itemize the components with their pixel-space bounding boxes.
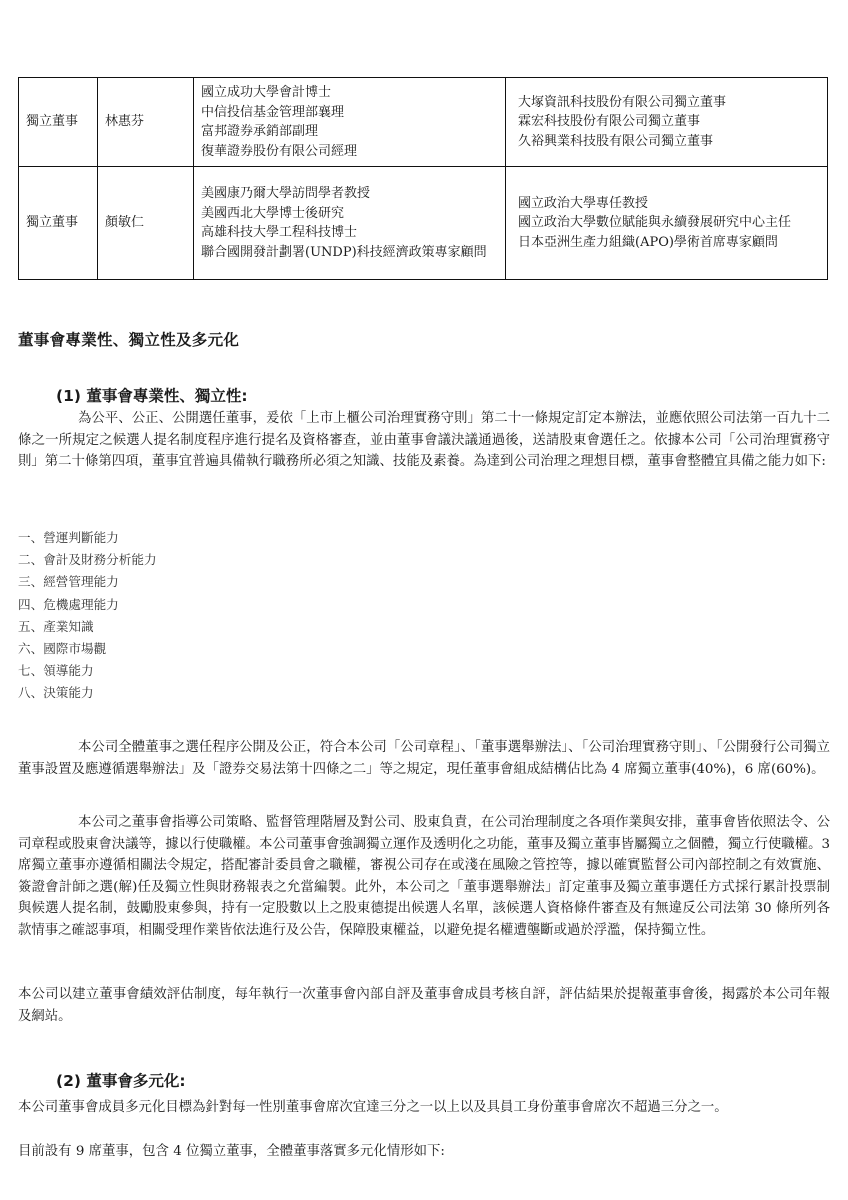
subsection-heading-independence: (1) 董事會專業性、獨立性: — [56, 387, 248, 405]
experience-item: 美國西北大學博士後研究 — [201, 205, 345, 221]
experience-item: 中信投信基金管理部襄理 — [201, 104, 345, 120]
paragraph-election-compliance: 本公司全體董事之選任程序公開及公正，符合本公司「公司章程」、「董事選舉辦法」、「公司治理實務守則」、「公開發行公司獨立董事設置及應遵循選舉辦法」及「證券交易法第十四條之二」等之規定，現任董事會組成結構佔比為 4 席獨立董事(40%)，6 席(60%)。 — [18, 740, 830, 777]
experience-item: 國立成功大學會計博士 — [201, 85, 332, 100]
paragraph-performance-evaluation: 本公司以建立董事會績效評估制度，每年執行一次董事會內部自評及董事會成員考核自評，評估結果於提報董事會後，揭露於本公司年報及網站。 — [18, 987, 830, 1024]
directors-table — [18, 77, 828, 280]
table-row — [19, 78, 828, 167]
experience-item: 美國康乃爾大學訪問學者教授 — [201, 186, 371, 201]
current-position-item: 日本亞洲生產力組織(APO)學術首席專家顧問 — [518, 234, 778, 250]
director-name-cell: 顏敏仁 — [98, 167, 194, 280]
director-title-cell: 獨立董事 — [19, 78, 98, 167]
experience-item: 聯合國開發計劃署(UNDP)科技經濟政策專家顧問 — [201, 244, 487, 260]
current-position-item: 久裕興業科技股有限公司獨立董事 — [518, 133, 714, 149]
table-row — [19, 167, 828, 280]
ability-item: 一、營運判斷能力 — [18, 530, 119, 545]
director-experience-cell — [194, 78, 506, 167]
paragraph-board-duties: 本公司之董事會指導公司策略、監督管理階層及對公司、股東負責，在公司治理制度之各項作業與安排，董事會皆依照法令、公司章程或股東會決議等，據以行使職權。本公司董事會強調獨立運作及透明化之功能，董事及獨立董事皆屬獨立之個體，獨立行使職權。3 席獨立董事亦遵循相關法令規定，搭配審計委員會之職權，審視公司存在或淺在風險之管控等，據以確實監督公司內部控制之有效實施、簽證會計師之選(解)任及獨立性與財務報表之允當編製。此外，本公司之「董事選舉辦法」訂定董事及獨立董事選任方式採行累計投票制與候選人提名制，鼓勵股東參與，持有一定股數以上之股東德提出候選人名單，該候選人資格條件審查及有無違反公司法第 30 條所列各款情事之確認事項，相關受理作業皆依法進行及公告，保障股東權益，以避免提名權遭壟斷或過於浮濫，保持獨立性。 — [18, 815, 830, 938]
director-current-positions-cell — [506, 167, 828, 280]
current-position-item: 國立政治大學數位賦能與永續發展研究中心主任 — [518, 215, 792, 231]
director-name-cell: 林惠芬 — [98, 78, 194, 167]
ability-item: 四、危機處理能力 — [18, 596, 119, 612]
current-position-item: 霖宏科技股份有限公司獨立董事 — [518, 114, 701, 130]
director-title-cell: 獨立董事 — [19, 167, 98, 280]
current-position-item: 大塚資訊科技股份有限公司獨立董事 — [518, 94, 727, 110]
experience-item: 高雄科技大學工程科技博士 — [201, 225, 358, 240]
ability-item: 七、領導能力 — [18, 663, 94, 679]
paragraph-current-board: 目前設有 9 席董事，包含 4 位獨立董事，全體董事落實多元化情形如下: — [18, 1144, 445, 1159]
ability-item: 八、決策能力 — [18, 685, 94, 701]
ability-item: 三、經營管理能力 — [18, 574, 119, 590]
ability-item: 二、會計及財務分析能力 — [18, 552, 157, 568]
current-position-item: 國立政治大學專任教授 — [518, 195, 649, 211]
ability-item: 五、產業知識 — [18, 618, 94, 634]
director-current-positions-cell — [506, 78, 828, 167]
ability-item: 六、國際市場觀 — [18, 641, 107, 657]
section-title: 董事會專業性、獨立性及多元化 — [18, 331, 240, 349]
experience-item: 復華證券股份有限公司經理 — [201, 143, 358, 159]
paragraph-selection-procedure: 為公平、公正、公開選任董事，爰依「上市上櫃公司治理實務守則」第二十一條規定訂定本辦法，並應依照公司法第一百九十二條之一所規定之候選人提名制度程序進行提名及資格審查，並由董事會議決議通過後，送請股東會選任之。依據本公司「公司治理實務守則」第二十條第四項，董事宜普遍具備執行職務所必須之知識、技能及素養。為達到公司治理之理想目標，董事會整體宜具備之能力如下: — [18, 411, 830, 469]
experience-item: 富邦證券承銷部副理 — [201, 124, 319, 139]
director-experience-cell — [194, 167, 506, 280]
paragraph-diversity-goal: 本公司董事會成員多元化目標為針對每一性別董事會席次宜達三分之一以上以及具員工身份董事會席次不超過三分之一。 — [18, 1100, 728, 1115]
subsection-heading-diversity: (2) 董事會多元化: — [56, 1072, 186, 1090]
abilities-list — [18, 527, 157, 705]
